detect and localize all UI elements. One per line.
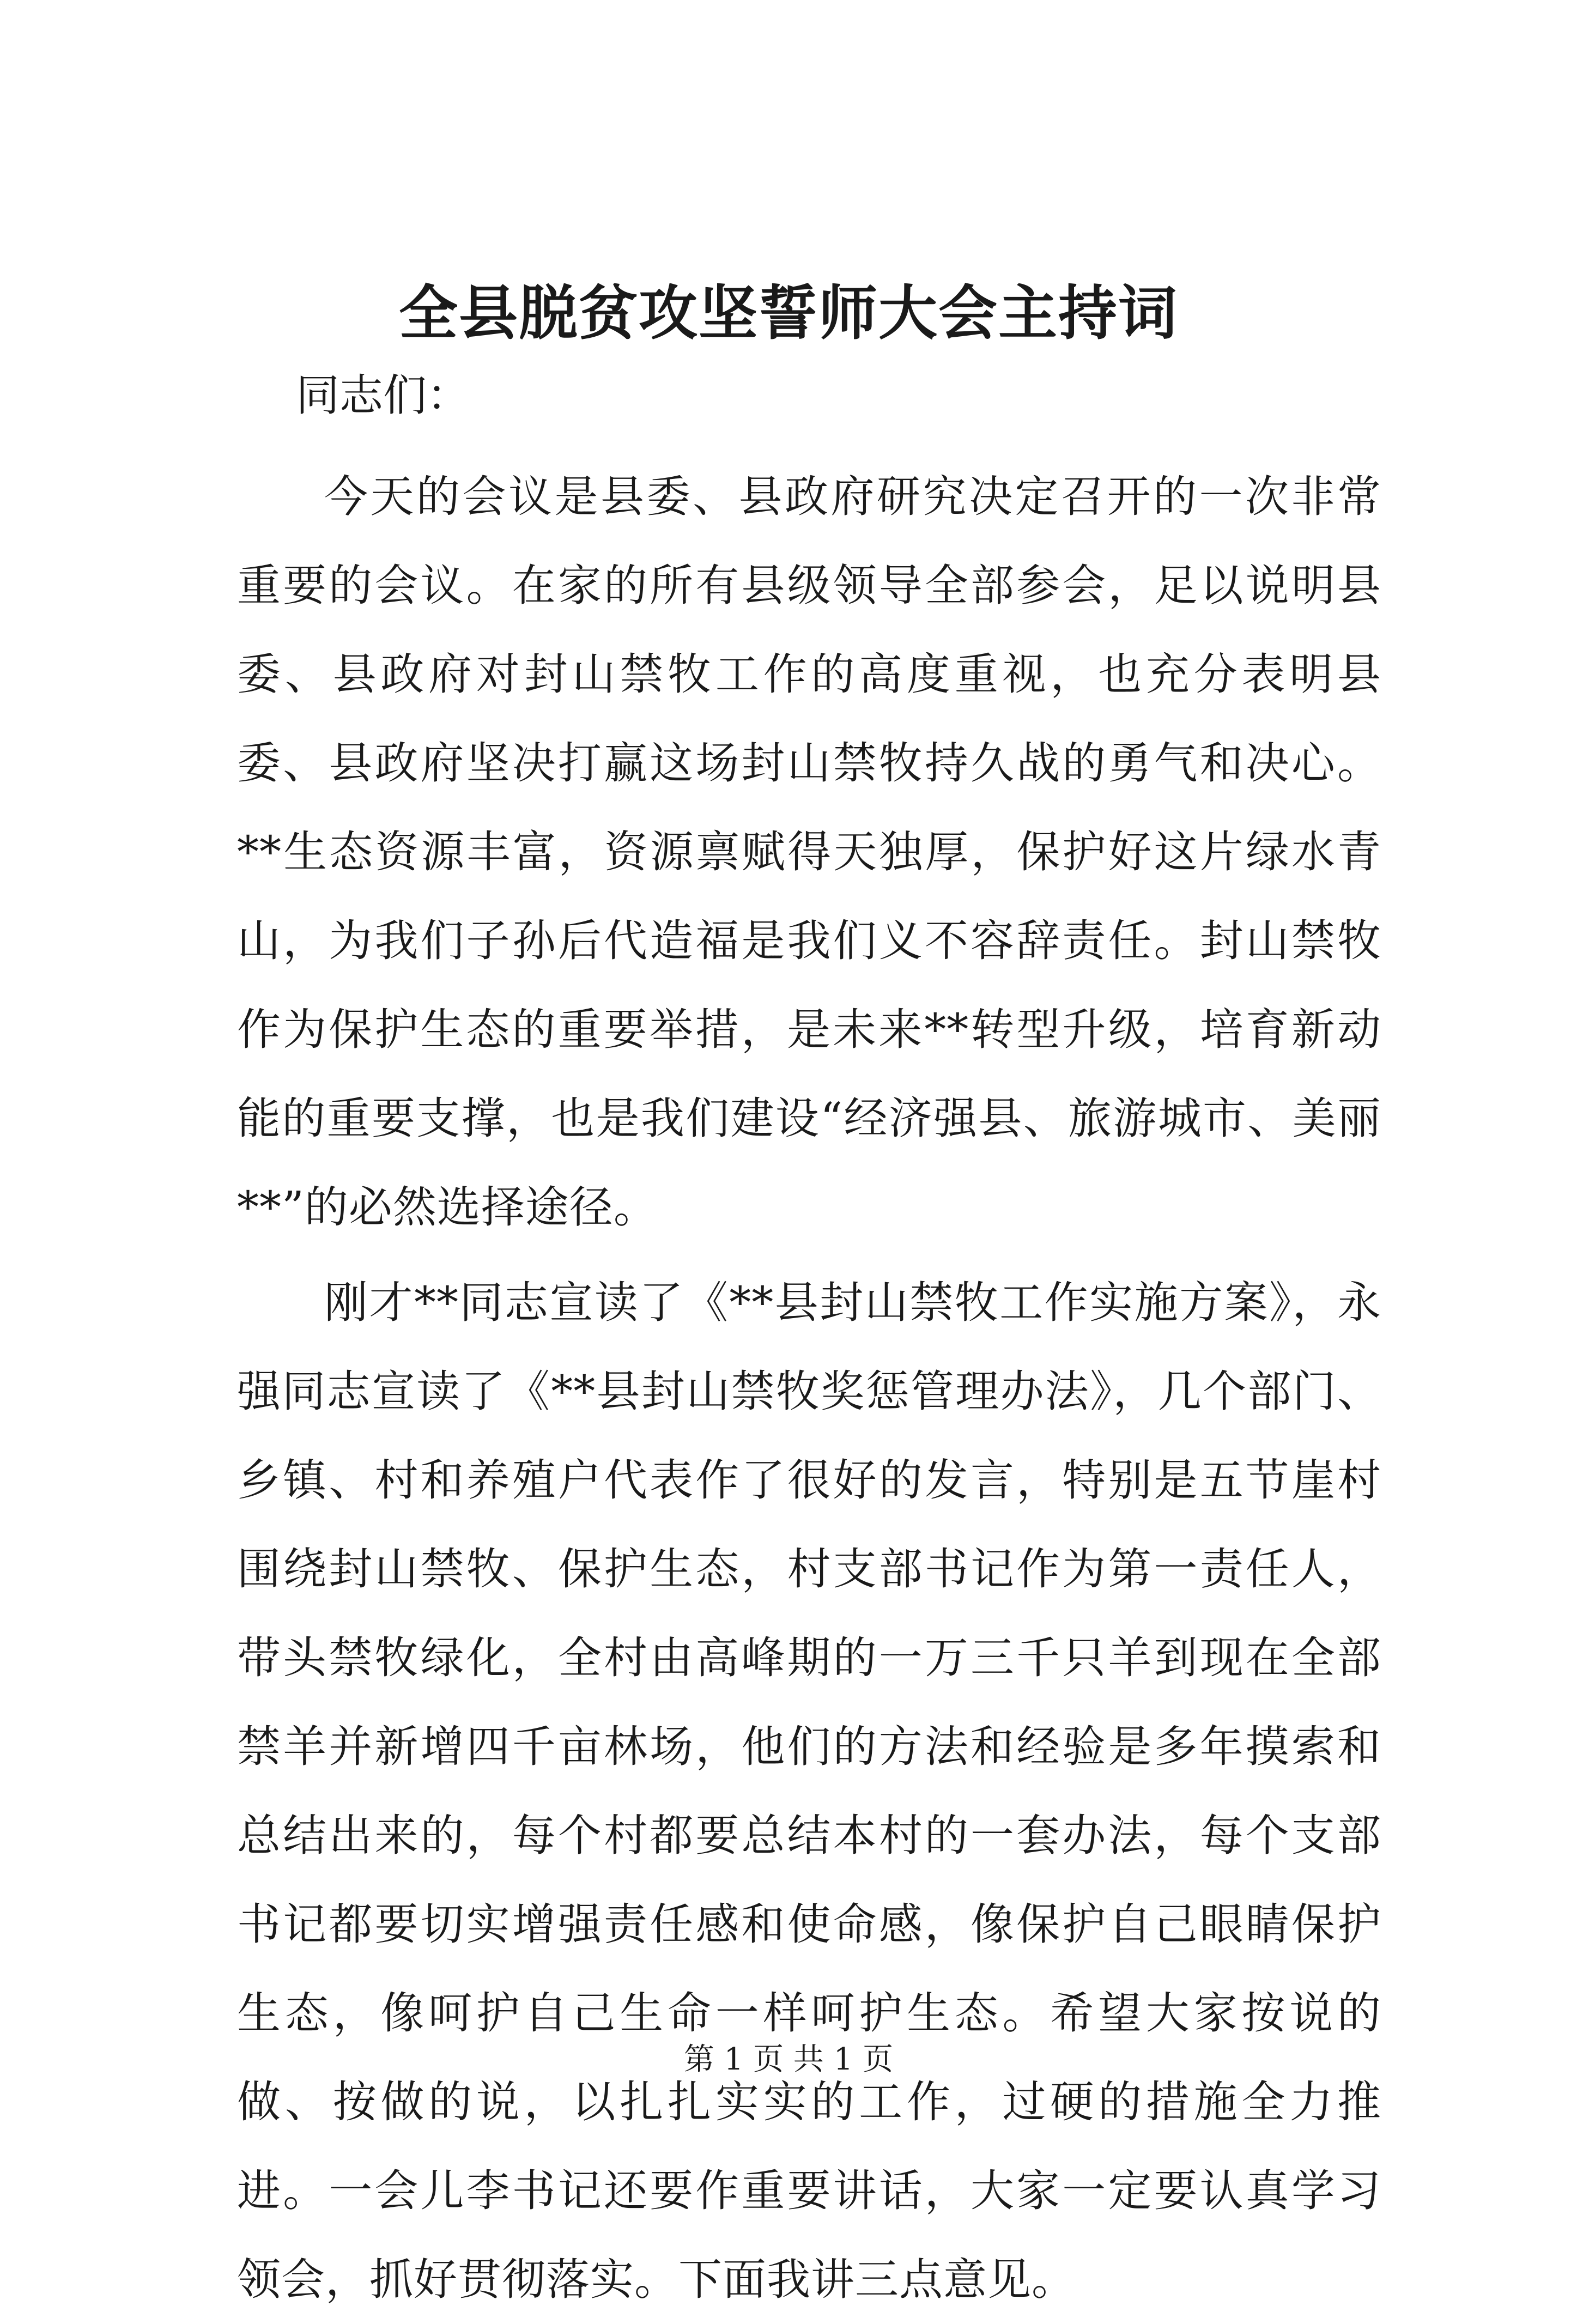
- document-body: [237, 365, 1381, 2324]
- body-paragraph-1: 今天的会议是县委、县政府研究决定召开的一次非常重要的会议。在家的所有县级领导全部参会，足以说明县委、县政府对封山禁牧工作的高度重视，也充分表明县委、县政府坚决打赢这场封山禁牧持久战的勇气和决心。**生态资源丰富，资源禀赋得天独厚，保护好这片绿水青山，为我们子孙后代造福是我们义不容辞责任。封山禁牧作为保护生态的重要举措，是未来**转型升级，培育新动能的重要支撑，也是我们建设“经济强县、旅游城市、美丽**”的必然选择途径。: [237, 471, 1381, 1233]
- salutation: 同志们：: [296, 370, 470, 421]
- page-footer: 第 1 页 共 1 页: [683, 2042, 894, 2077]
- document-title: 全县脱贫攻坚誓师大会主持词: [398, 279, 1178, 348]
- body-paragraph-2: 刚才**同志宣读了《**县封山禁牧工作实施方案》，永强同志宣读了《**县封山禁牧奖惩管理办法》，几个部门、乡镇、村和养殖户代表作了很好的发言，特别是五节崖村围绕封山禁牧、保护生态，村支部书记作为第一责任人，带头禁牧绿化，全村由高峰期的一万三千只羊到现在全部禁羊并新增四千亩林场，他们的方法和经验是多年摸索和总结出来的，每个村都要总结本村的一套办法，每个支部书记都要切实增强责任感和使命感，像保护自己眼睛保护生态，像呵护自己生命一样呵护生态。希望大家按说的做、按做的说，以扎扎实实的工作，过硬的措施全力推进。一会儿李书记还要作重要讲话，大家一定要认真学习领会，抓好贯彻落实。下面我讲三点意见。: [237, 1277, 1381, 2305]
